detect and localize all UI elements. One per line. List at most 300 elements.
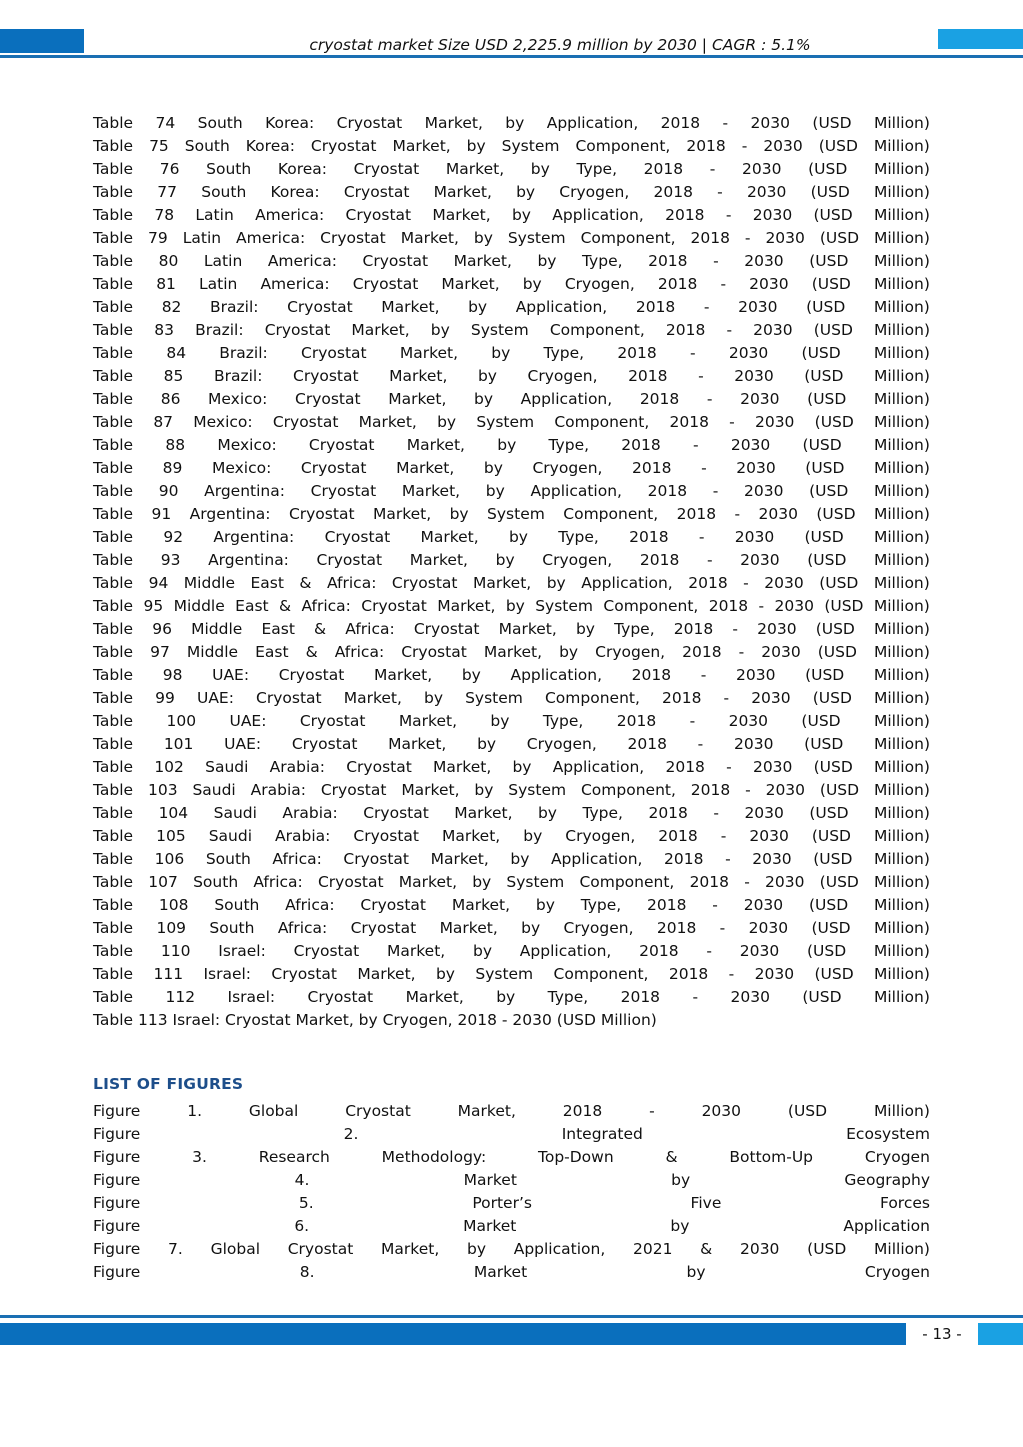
entry-word: Market, (392, 137, 451, 155)
entry-word: - (720, 275, 727, 293)
entry-word: Component, (544, 689, 640, 707)
entry-word: 78 (154, 206, 175, 224)
entry-word: Million) (873, 850, 930, 868)
entry-word: 2030 (739, 1240, 780, 1258)
entry-word: Table (93, 114, 134, 132)
entry-word: (USD (814, 965, 854, 983)
entry-word: 90 (158, 482, 179, 500)
entry-word: Type, (558, 528, 599, 546)
entry-word: Market, (357, 965, 416, 983)
entry-word: Figure (93, 1263, 141, 1281)
entry-word: Middle (191, 620, 243, 638)
entry-word: Market, (409, 551, 468, 569)
entry-word: Cryostat (353, 827, 419, 845)
entry-word: Figure (93, 1194, 141, 1212)
table-entry (93, 503, 930, 526)
table-entry (93, 549, 930, 572)
entry-word: Million) (873, 298, 930, 316)
entry-word: 2030 (730, 988, 770, 1006)
entry-word: Type, (542, 712, 584, 730)
entry-word: (USD (805, 666, 845, 684)
entry-word: Korea: (245, 137, 295, 155)
entry-word: (USD (819, 229, 860, 247)
entry-word: Table (93, 206, 134, 224)
entry-word: 2018 (665, 206, 705, 224)
entry-word: 2018 (653, 183, 693, 201)
entry-word: Component, (549, 321, 645, 339)
entry-word: Ecosystem (846, 1125, 930, 1143)
entry-word: System (501, 137, 560, 155)
table-entry (93, 848, 930, 871)
entry-word: Arabia: (250, 781, 306, 799)
entry-word: - (734, 505, 741, 523)
entry-word: Component, (575, 137, 671, 155)
entry-word: Market, (441, 275, 500, 293)
entry-word: Application, (581, 574, 673, 592)
entry-word: Brazil: (210, 298, 259, 316)
entry-word: Market, (388, 735, 447, 753)
entry-word: 108 (158, 896, 189, 914)
entry-word: Market (463, 1171, 517, 1189)
entry-word: 102 (154, 758, 184, 776)
table-entry (93, 365, 930, 388)
figure-entry (93, 1146, 930, 1169)
entry-word: Table (93, 137, 134, 155)
entry-word: Million) (873, 137, 930, 155)
entry-word: 1. (187, 1102, 202, 1120)
entry-word: Arabia: (282, 804, 338, 822)
table-entry (93, 526, 930, 549)
entry-word: Million) (873, 574, 930, 592)
entry-word: - (723, 689, 730, 707)
entry-word: South (184, 137, 230, 155)
entry-word: Market, (433, 183, 492, 201)
entry-word: Israel: (203, 965, 252, 983)
entry-word: South (206, 160, 252, 178)
entry-word: 2018 (620, 988, 661, 1006)
entry-word: Market (463, 1217, 517, 1235)
entry-word: 87 (153, 413, 174, 431)
entry-word: Market, (454, 804, 513, 822)
entry-word: Market, (381, 298, 440, 316)
table-entry (93, 802, 930, 825)
entry-word: & (665, 1148, 678, 1166)
entry-word: 6. (294, 1217, 310, 1235)
figure-entry (93, 1261, 930, 1284)
entry-word: Cryogen, (564, 275, 635, 293)
table-entry (93, 940, 930, 963)
entry-word: UAE: (196, 689, 234, 707)
table-entry (93, 986, 930, 1009)
entry-word: Table (93, 666, 134, 684)
entry-word: Cryostat (363, 804, 429, 822)
entry-word: - (745, 781, 751, 799)
entry-word: 2. (343, 1125, 359, 1143)
entry-word: Cryostat (360, 896, 427, 914)
entry-word: (USD (787, 1102, 828, 1120)
table-entry-last (93, 1009, 930, 1032)
entry-word: Component, (554, 413, 650, 431)
page-number: - 13 - (906, 1323, 978, 1345)
entry-word: - (744, 873, 750, 891)
entry-word: Cryostat (336, 114, 403, 132)
entry-word: by (491, 344, 511, 362)
entry-word: Million) (874, 758, 930, 776)
header-title: cryostat market Size USD 2,225.9 million by 2030 | CAGR : 5.1% (309, 36, 811, 54)
entry-word: - (697, 735, 704, 753)
entry-word: 5. (298, 1194, 314, 1212)
entry-word: 2030 (751, 689, 791, 707)
entry-word: Market, (388, 390, 447, 408)
entry-word: Research (258, 1148, 330, 1166)
entry-word: Korea: (265, 114, 315, 132)
entry-word: 107 (148, 873, 178, 891)
entry-word: by (511, 206, 531, 224)
entry-word: 100 (166, 712, 197, 730)
entry-word: 2018 (664, 850, 704, 868)
entry-word: Million) (874, 827, 930, 845)
entry-word: Type, (580, 896, 622, 914)
entry-word: Cryogen, (565, 827, 636, 845)
entry-word: Table (93, 551, 134, 569)
entry-word: - (700, 666, 707, 684)
entry-word: Market, (430, 850, 489, 868)
entry-word: Million) (873, 988, 930, 1006)
entry-word: Latin (182, 229, 222, 247)
table-entry (93, 641, 930, 664)
entry-word: Africa: (285, 896, 335, 914)
entry-word: - (698, 528, 705, 546)
entry-word: 106 (154, 850, 185, 868)
entry-word: Figure (93, 1102, 141, 1120)
entry-word: 2030 (754, 413, 795, 431)
entry-word: Table (93, 505, 134, 523)
entry-word: Table (93, 183, 134, 201)
entry-word: by (535, 896, 555, 914)
entry-word: Market, (445, 160, 505, 178)
entry-word: by (449, 505, 469, 523)
entry-word: - (717, 183, 723, 201)
entry-word: Market, (398, 712, 458, 730)
entry-word: Saudi (213, 804, 257, 822)
entry-word: Million) (873, 229, 930, 247)
table-entry (93, 411, 930, 434)
entry-word: & (305, 643, 318, 661)
entry-word: Application, (530, 482, 622, 500)
entry-word: Global (248, 1102, 299, 1120)
entry-word: Argentina: (204, 482, 285, 500)
entry-word: Type, (582, 804, 623, 822)
list-of-tables (93, 112, 930, 1009)
entry-word: Application, (546, 114, 639, 132)
entry-word: 7. (168, 1240, 183, 1258)
entry-word: Cryostat (264, 321, 331, 339)
entry-word: by (477, 735, 497, 753)
entry-word: Middle (173, 597, 225, 615)
entry-word: Type, (547, 988, 589, 1006)
entry-word: 2018 (617, 344, 657, 362)
entry-word: Market, (420, 528, 479, 546)
entry-word: - (649, 1102, 655, 1120)
entry-word: Table (93, 712, 134, 730)
entry-word: 89 (162, 459, 183, 477)
entry-word: Argentina: (213, 528, 295, 546)
entry-word: Table (93, 689, 134, 707)
entry-word: - (709, 160, 716, 178)
entry-word: 2018 (627, 735, 667, 753)
entry-word: Million) (874, 321, 930, 339)
entry-word: by (522, 275, 542, 293)
entry-word: Application, (515, 298, 608, 316)
table-entry (93, 779, 930, 802)
entry-word: Million) (873, 1102, 930, 1120)
entry-word: Million) (873, 390, 930, 408)
entry-word: Cryostat (272, 413, 339, 431)
entry-word: (USD (804, 367, 844, 385)
entry-word: (USD (804, 528, 844, 546)
entry-word: - (703, 298, 710, 316)
entry-word: (USD (802, 988, 842, 1006)
table-entry (93, 710, 930, 733)
entry-word: 2030 (763, 137, 803, 155)
entry-word: 2030 (742, 160, 782, 178)
entry-word: by (510, 850, 530, 868)
entry-word: - (720, 827, 727, 845)
entry-word: 3. (192, 1148, 207, 1166)
entry-word: by (483, 459, 503, 477)
entry-word: Africa: (277, 919, 328, 937)
entry-word: Latin (199, 275, 238, 293)
entry-word: Market, (401, 781, 460, 799)
entry-word: Million) (873, 367, 930, 385)
entry-word: 2018 (690, 229, 730, 247)
entry-word: 2030 (733, 735, 774, 753)
entry-word: Market, (439, 919, 498, 937)
entry-word: 2018 (657, 275, 698, 293)
entry-word: 2018 (660, 114, 701, 132)
entry-word: 83 (154, 321, 174, 339)
table-entry (93, 388, 930, 411)
entry-word: Table (93, 735, 134, 753)
table-entry (93, 756, 930, 779)
entry-word: 2018 (690, 781, 731, 799)
entry-word: 2030 (765, 229, 805, 247)
entry-word: by (473, 229, 493, 247)
entry-word: 2018 (676, 505, 717, 523)
entry-word: Cryostat (287, 1240, 354, 1258)
entry-word: Table (93, 390, 134, 408)
entry-word: South (209, 919, 255, 937)
table-entry (93, 618, 930, 641)
header-rule (0, 55, 1023, 58)
entry-word: - (706, 942, 712, 960)
entry-word: Figure (93, 1240, 141, 1258)
entry-word: 2018 (688, 574, 728, 592)
entry-word: 85 (163, 367, 184, 385)
entry-word: (USD (809, 804, 849, 822)
entry-word: 93 (160, 551, 181, 569)
entry-word: by (508, 528, 528, 546)
entry-word: 2030 (734, 528, 775, 546)
entry-word: 2030 (764, 574, 804, 592)
entry-word: Forces (879, 1194, 930, 1212)
entry-word: by (496, 988, 516, 1006)
entry-word: East (261, 620, 295, 638)
entry-word: Cryostat (288, 505, 355, 523)
entry-word: by (437, 413, 457, 431)
entry-word: by (468, 298, 488, 316)
entry-word: Application, (510, 666, 603, 684)
entry-word: Component, (563, 505, 659, 523)
entry-word: Five (690, 1194, 722, 1212)
table-entry (93, 457, 930, 480)
entry-word: Cryogen (864, 1263, 930, 1281)
entry-word: Million) (874, 873, 930, 891)
entry-word: Million) (874, 1240, 930, 1258)
entry-word: 2030 (735, 666, 776, 684)
entry-word: Cryostat (345, 1102, 411, 1120)
entry-word: Market, (498, 620, 557, 638)
entry-word: 2030 (765, 781, 806, 799)
entry-word: Market, (473, 574, 532, 592)
entry-word: by (686, 1263, 706, 1281)
entry-word: Cryogen, (595, 643, 666, 661)
entry-word: Application, (552, 758, 645, 776)
entry-word: Component, (579, 873, 675, 891)
entry-word: Type, (543, 344, 585, 362)
entry-word: Table (93, 252, 134, 270)
entry-word: System (506, 873, 565, 891)
entry-word: Market, (432, 206, 491, 224)
entry-word: 2018 (562, 1102, 603, 1120)
entry-word: 77 (157, 183, 178, 201)
entry-word: System (465, 689, 523, 707)
entry-word: Table (93, 528, 134, 546)
entry-word: 2030 (752, 758, 793, 776)
entry-word: Mexico: (211, 459, 272, 477)
entry-word: South (201, 183, 247, 201)
entry-word: Million) (874, 413, 930, 431)
table-entry (93, 204, 930, 227)
entry-word: (USD (807, 390, 847, 408)
entry-word: Market, (457, 1102, 516, 1120)
header-accent-right (938, 29, 1023, 49)
entry-word: 2018 (661, 689, 702, 707)
entry-word: by (466, 137, 486, 155)
entry-word: 2030 (765, 873, 805, 891)
entry-word: 84 (166, 344, 187, 362)
table-entry (93, 135, 930, 158)
entry-word: System (470, 321, 529, 339)
entry-word: Figure (93, 1171, 141, 1189)
entry-word: 4. (294, 1171, 310, 1189)
entry-word: - (719, 919, 726, 937)
entry-word: Cryostat (353, 160, 420, 178)
entry-word: Brazil: (219, 344, 268, 362)
entry-word: 98 (162, 666, 183, 684)
entry-word: (USD (816, 505, 856, 523)
entry-word: by (497, 436, 517, 454)
entry-word: Million) (873, 206, 930, 224)
entry-word: 2018 (616, 712, 657, 730)
table-entry (93, 250, 930, 273)
entry-word: Israel: (227, 988, 276, 1006)
list-of-figures (93, 1100, 930, 1284)
entry-word: Cryostat (293, 942, 360, 960)
entry-word: 95 (143, 597, 164, 615)
entry-word: Market, (406, 436, 465, 454)
entry-word: Korea: (277, 160, 328, 178)
entry-word: Figure (93, 1217, 141, 1235)
entry-word: Table (93, 413, 134, 431)
entry-word: Type, (614, 620, 655, 638)
entry-word: - (743, 574, 749, 592)
entry-word: Market, (372, 505, 432, 523)
entry-word: Africa: (327, 574, 377, 592)
entry-word: Market, (451, 896, 511, 914)
entry-word: 2018 (647, 896, 687, 914)
entry-word: 76 (159, 160, 180, 178)
entry-word: Cryostat (300, 459, 367, 477)
entry-word: Component, (580, 781, 676, 799)
entry-word: (USD (809, 252, 849, 270)
entry-word: - (689, 712, 696, 730)
header-accent-left (0, 29, 84, 53)
entry-word: System (535, 597, 594, 615)
entry-word: Cryostat (350, 919, 417, 937)
entry-word: Market, (399, 344, 459, 362)
entry-word: 2018 (632, 459, 672, 477)
entry-word: 2018 (682, 643, 722, 661)
entry-word: Market, (398, 873, 457, 891)
entry-word: Table (93, 344, 134, 362)
entry-word: 2030 (774, 597, 814, 615)
entry-word: 2030 (739, 942, 780, 960)
entry-word: Table (93, 919, 134, 937)
entry-word: - (726, 321, 733, 339)
figure-entry (93, 1169, 930, 1192)
entry-word: Cryostat (317, 873, 384, 891)
entry-word: Cryostat (361, 597, 427, 615)
entry-word: 2030 (746, 183, 787, 201)
entry-word: 2018 (647, 482, 688, 500)
entry-word: 2030 (744, 482, 784, 500)
entry-word: 2021 (632, 1240, 673, 1258)
entry-word: (USD (801, 712, 841, 730)
entry-word: by (474, 781, 494, 799)
entry-word: UAE: (224, 735, 262, 753)
entry-word: Market, (424, 114, 483, 132)
entry-word: by (671, 1171, 691, 1189)
entry-word: Cryostat (343, 183, 410, 201)
table-entry (93, 480, 930, 503)
entry-word: Latin (203, 252, 243, 270)
entry-word: 2030 (753, 321, 793, 339)
entry-word: 2018 (639, 390, 680, 408)
entry-word: (USD (807, 1240, 847, 1258)
entry-word: South (205, 850, 251, 868)
entry-word: by (461, 666, 481, 684)
entry-word: by (424, 689, 444, 707)
entry-word: 75 (149, 137, 169, 155)
document-body (93, 112, 930, 1284)
entry-word: 2030 (744, 252, 784, 270)
entry-word: Market (473, 1263, 528, 1281)
entry-word: Table (93, 574, 134, 592)
entry-word: - (722, 114, 729, 132)
entry-word: 2018 (689, 873, 730, 891)
entry-word: Arabia: (269, 758, 325, 776)
